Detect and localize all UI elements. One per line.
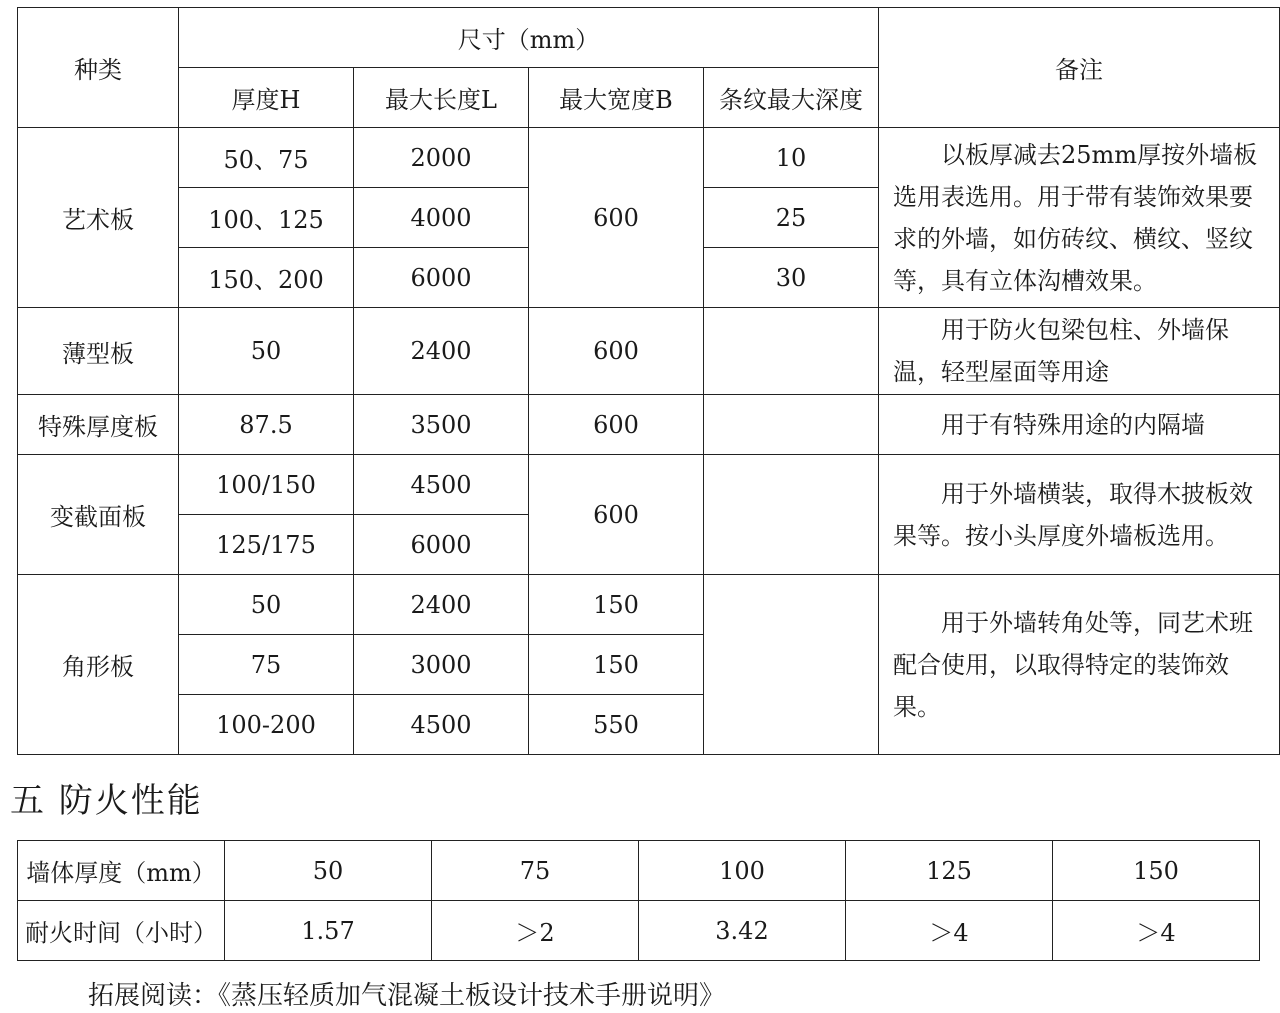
- width-cell: 600: [529, 395, 704, 455]
- table-row: [18, 841, 1260, 901]
- groove-depth-cell: [704, 308, 879, 395]
- length-cell: 4500: [354, 455, 529, 515]
- groove-depth-cell: 25: [704, 188, 879, 248]
- thickness-value: 150: [1053, 841, 1260, 901]
- table-row: [18, 128, 1280, 188]
- thickness-cell: 125/175: [179, 515, 354, 575]
- width-cell: 600: [529, 455, 704, 575]
- length-cell: 2400: [354, 308, 529, 395]
- table-row: [18, 308, 1280, 395]
- thickness-cell: 100-200: [179, 695, 354, 755]
- remark-text: 用于有特殊用途的内隔墙: [941, 410, 1206, 439]
- thickness-value: 125: [846, 841, 1053, 901]
- section-heading: 五 防火性能: [10, 781, 203, 821]
- thickness-cell: 150、200: [179, 248, 354, 308]
- groove-depth-cell: 10: [704, 128, 879, 188]
- width-cell: 600: [529, 308, 704, 395]
- thickness-cell: 100、125: [179, 188, 354, 248]
- fire-time-value: ＞2: [432, 901, 639, 961]
- fire-time-value: 3.42: [639, 901, 846, 961]
- header-size-group: 尺寸（mm）: [179, 8, 879, 68]
- width-cell: 150: [529, 635, 704, 695]
- header-remark: 备注: [879, 8, 1280, 128]
- thickness-cell: 50: [179, 308, 354, 395]
- fire-time-value: 1.57: [225, 901, 432, 961]
- thickness-cell: 100/150: [179, 455, 354, 515]
- category-name: 角形板: [18, 575, 179, 755]
- panel-spec-table: [17, 7, 1280, 755]
- category-name: 薄型板: [18, 308, 179, 395]
- thickness-value: 75: [432, 841, 639, 901]
- table-row: [18, 395, 1280, 455]
- thickness-cell: 50: [179, 575, 354, 635]
- header-thickness: 厚度H: [179, 68, 354, 128]
- thickness-cell: 75: [179, 635, 354, 695]
- length-cell: 4500: [354, 695, 529, 755]
- remark-cell: [879, 455, 1280, 575]
- length-cell: 6000: [354, 515, 529, 575]
- remark-cell: [879, 308, 1280, 395]
- length-cell: 4000: [354, 188, 529, 248]
- row-label-wall-thickness: 墙体厚度（mm）: [18, 841, 225, 901]
- remark-cell: [879, 128, 1280, 308]
- thickness-value: 50: [225, 841, 432, 901]
- remark-text: 用于外墙转角处等，同艺术班配合使用，以取得特定的装饰效果。: [893, 608, 1254, 721]
- row-label-fire-time: 耐火时间（小时）: [18, 901, 225, 961]
- header-max-length: 最大长度L: [354, 68, 529, 128]
- groove-depth-cell: [704, 395, 879, 455]
- fire-time-value: ＞4: [1053, 901, 1260, 961]
- header-max-width: 最大宽度B: [529, 68, 704, 128]
- extended-reading-link[interactable]: 拓展阅读：《蒸压轻质加气混凝土板设计技术手册说明》: [88, 981, 726, 1011]
- thickness-value: 100: [639, 841, 846, 901]
- length-cell: 6000: [354, 248, 529, 308]
- width-cell: 150: [529, 575, 704, 635]
- length-cell: 2400: [354, 575, 529, 635]
- table-row: [18, 455, 1280, 515]
- thickness-cell: 50、75: [179, 128, 354, 188]
- length-cell: 3000: [354, 635, 529, 695]
- remark-text: 以板厚减去25mm厚按外墙板选用表选用。用于带有装饰效果要求的外墙，如仿砖纹、横纹、竖纹等，具有立体沟槽效果。: [893, 140, 1258, 295]
- table-row: [18, 575, 1280, 635]
- length-cell: 3500: [354, 395, 529, 455]
- groove-depth-cell: [704, 455, 879, 575]
- width-cell: 550: [529, 695, 704, 755]
- category-name: 艺术板: [18, 128, 179, 308]
- header-max-groove-depth: 条纹最大深度: [704, 68, 879, 128]
- header-type: 种类: [18, 8, 179, 128]
- remark-text: 用于外墙横装，取得木披板效果等。按小头厚度外墙板选用。: [893, 479, 1254, 550]
- remark-cell: [879, 575, 1280, 755]
- groove-depth-cell: [704, 575, 879, 755]
- remark-cell: [879, 395, 1280, 455]
- fire-time-value: ＞4: [846, 901, 1053, 961]
- fire-resistance-table: [17, 840, 1260, 961]
- remark-text: 用于防火包梁包柱、外墙保温，轻型屋面等用途: [893, 316, 1230, 386]
- width-cell: 600: [529, 128, 704, 308]
- groove-depth-cell: 30: [704, 248, 879, 308]
- length-cell: 2000: [354, 128, 529, 188]
- table-row: [18, 901, 1260, 961]
- thickness-cell: 87.5: [179, 395, 354, 455]
- category-name: 特殊厚度板: [18, 395, 179, 455]
- category-name: 变截面板: [18, 455, 179, 575]
